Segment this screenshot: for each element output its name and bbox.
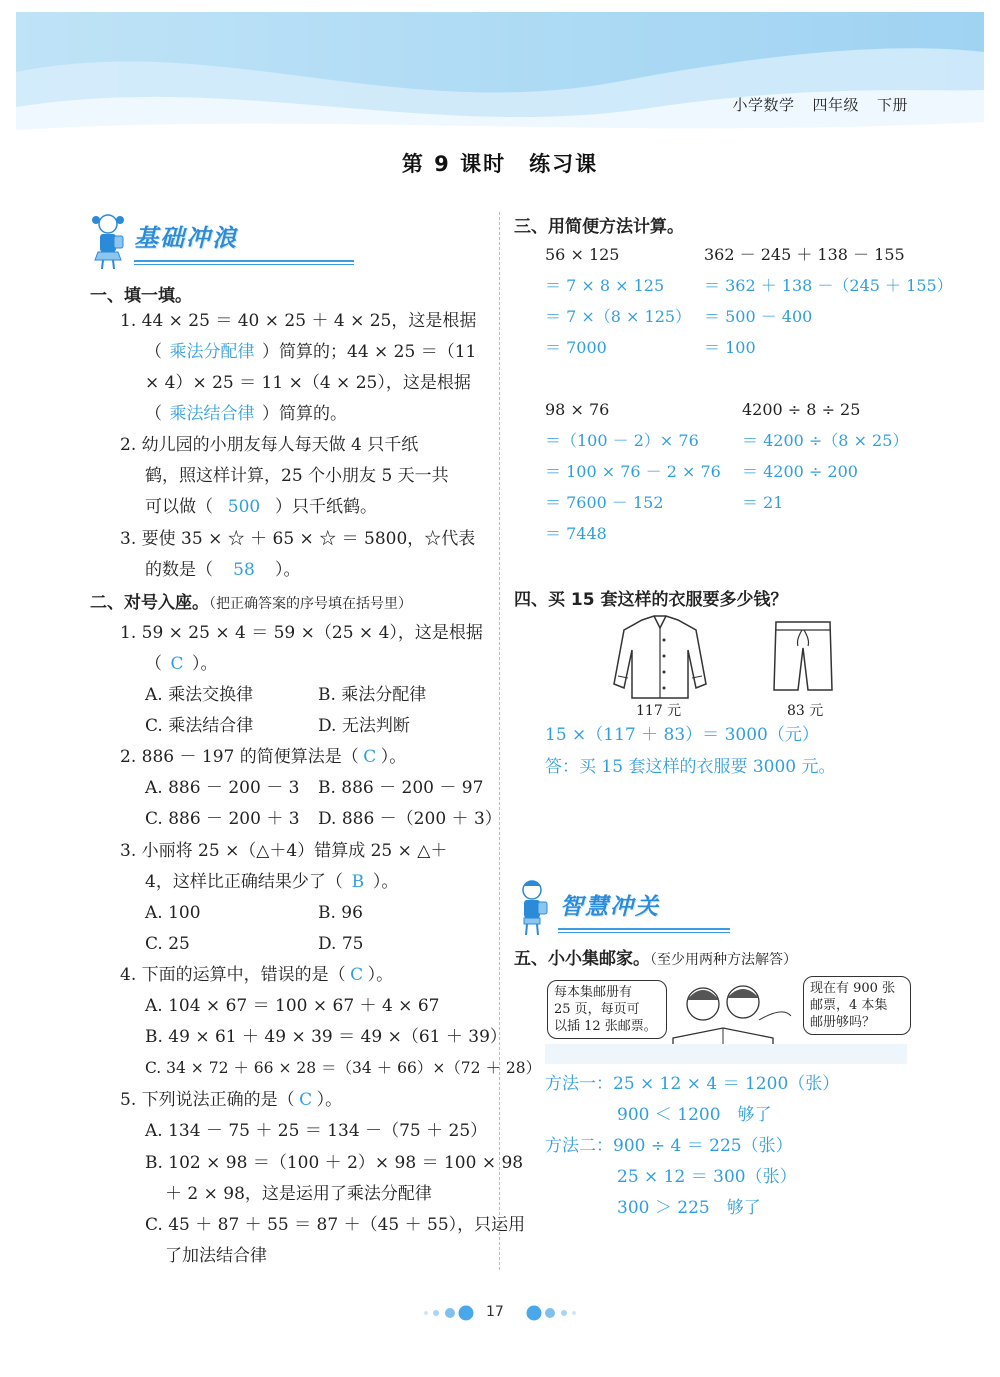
sec1-q1-line2: （ 乘法分配律 ）简算的；44 × 25 ＝（11 (145, 337, 476, 368)
sec1-q1-line1: 1. 44 × 25 ＝ 40 × 25 ＋ 4 × 25，这是根据 (120, 311, 477, 331)
speech-bubble-right: 现在有 900 张 邮票，4 本集 邮册够吗？ (803, 976, 911, 1035)
badge-underline (134, 264, 354, 265)
speech-bubble-left: 每本集邮册有 25 页，每页可 以插 12 张邮票。 (547, 980, 667, 1039)
calc-step: ＝ 4200 ÷（8 × 25） (742, 431, 909, 450)
calc-problem-1 (545, 239, 691, 363)
sec4-heading: 四、买 15 套这样的衣服要多少钱？ (514, 590, 788, 610)
sec2-q1-line2: （ C ）。 (145, 649, 218, 680)
badge-underline (558, 928, 730, 930)
sec2-q1-option-d: D. 无法判断 (318, 716, 410, 736)
sec2-q5-option-b2: ＋ 2 × 98，这是运用了乘法分配律 (165, 1184, 432, 1204)
sec2-q5-option-b1: B. 102 × 98 ＝（100 ＋ 2）× 98 ＝ 100 × 98 (145, 1153, 524, 1173)
answer: C (363, 747, 377, 767)
table-surface (545, 1044, 907, 1064)
shirt-icon (612, 614, 708, 700)
sec2-q5-option-c1: C. 45 ＋ 87 ＋ 55 ＝ 87 ＋（45 ＋ 55），只运用 (145, 1215, 526, 1235)
sec2-q2-option-d: D. 886 －（200 ＋ 3） (318, 809, 502, 829)
sec2-q2-option-c: C. 886 － 200 ＋ 3 (145, 809, 300, 829)
sec3-heading: 三、用简便方法计算。 (514, 217, 684, 237)
calc-step: ＝ 7448 (545, 524, 607, 543)
column-divider (499, 212, 500, 1270)
sec1-heading: 一、填一填。 (90, 286, 192, 306)
calc-step: ＝ 100 (704, 338, 756, 357)
subject: 小学数学 (732, 96, 795, 114)
method2-line3: 300 ＞ 225 够了 (617, 1198, 761, 1218)
badge-wisdom (512, 878, 792, 932)
sec2-q5-option-c2: 了加法结合律 (165, 1246, 267, 1266)
calc-step: ＝ 100 × 76 － 2 × 76 (545, 462, 721, 481)
sec2-q3-option-a: A. 100 (145, 903, 201, 923)
shirt-price: 117 元 (636, 703, 682, 719)
answer: 500 (227, 497, 261, 517)
sec2-q1-line1: 1. 59 × 25 × 4 ＝ 59 ×（25 × 4），这是根据 (120, 623, 483, 643)
sec1-q3-line2: 的数是（ 58 ）。 (145, 555, 301, 586)
badge-underline (558, 932, 730, 933)
answer: C (170, 654, 184, 674)
sec2-q5-option-a: A. 134 － 75 ＋ 25 ＝ 134 －（75 ＋ 25） (145, 1121, 488, 1141)
page-number: 17 (486, 1304, 504, 1320)
sec2-q1-option-a: A. 乘法交换律 (145, 685, 254, 705)
sec2-q3-line2: 4，这样比正确结果少了（ B ）。 (145, 867, 398, 898)
sec1-q2-line2: 鹤，照这样计算，25 个小朋友 5 天一共 (145, 466, 449, 486)
sec2-q4-option-b: B. 49 × 61 ＋ 49 × 39 ＝ 49 ×（61 ＋ 39） (145, 1027, 507, 1047)
term: 下册 (876, 96, 908, 114)
grade: 四年级 (812, 96, 859, 114)
sec2-q2-option-b: B. 886 － 200 － 97 (318, 778, 484, 798)
sec5-heading: 五、小小集邮家。（至少用两种方法解答） (514, 949, 797, 969)
sec1-q1-line3: × 4）× 25 ＝ 11 ×（4 × 25），这是根据 (145, 373, 471, 393)
sec2-q4-line1: 4. 下面的运算中，错误的是（ C ）。 (120, 960, 393, 991)
sec2-q2-option-a: A. 886 － 200 － 3 (145, 778, 300, 798)
header-wave-banner (16, 12, 984, 142)
badge-wisdom-label: 智慧冲关 (560, 894, 660, 920)
sec2-q4-option-c: C. 34 × 72 ＋ 66 × 28 ＝（34 ＋ 66）×（72 ＋ 28） (145, 1059, 542, 1077)
answer: B (351, 872, 365, 892)
sec4-answer-sentence: 答：买 15 套这样的衣服要 3000 元。 (545, 757, 836, 777)
badge-basic (88, 212, 368, 266)
calc-step: ＝ 500 － 400 (704, 307, 813, 326)
method2-line1: 方法二：900 ÷ 4 ＝ 225（张） (545, 1136, 793, 1156)
boy-mascot-icon (512, 878, 552, 936)
method2-line2: 25 × 12 ＝ 300（张） (617, 1167, 797, 1187)
badge-underline (134, 260, 354, 262)
calc-step: ＝ 21 (742, 493, 784, 512)
calc-problem-2 (704, 239, 953, 363)
answer: 乘法结合律 (169, 404, 255, 424)
badge-basic-label: 基础冲浪 (134, 224, 238, 252)
sec2-q1-option-b: B. 乘法分配律 (318, 685, 427, 705)
calc-step: ＝ 7 ×（8 × 125） (545, 307, 692, 326)
sec2-q3-option-c: C. 25 (145, 934, 190, 954)
method1-line1: 方法一：25 × 12 × 4 ＝ 1200（张） (545, 1074, 840, 1094)
sec1-q3-line1: 3. 要使 35 × ☆ ＋ 65 × ☆ ＝ 5800，☆代表 (120, 529, 476, 549)
sec2-q5-line1: 5. 下列说法正确的是（ C ）。 (120, 1085, 342, 1116)
answer: C (299, 1090, 313, 1110)
book-info (714, 94, 908, 115)
calc-step: ＝（100 － 2）× 76 (545, 431, 699, 450)
sec1-q1-line4: （ 乘法结合律 ）简算的。 (145, 399, 347, 430)
pants-price: 83 元 (787, 703, 824, 719)
sec2-q2-line1: 2. 886 － 197 的简便算法是（ C ）。 (120, 742, 406, 773)
calc-step: ＝ 7 × 8 × 125 (545, 276, 665, 295)
calc-step: ＝ 4200 ÷ 200 (742, 462, 858, 481)
calc-step: ＝ 362 ＋ 138 －（245 ＋ 155） (704, 276, 953, 295)
calc-problem-3 (545, 394, 721, 549)
sec2-q4-option-a: A. 104 × 67 ＝ 100 × 67 ＋ 4 × 67 (145, 996, 440, 1016)
sec1-q2-line1: 2. 幼儿园的小朋友每人每天做 4 只千纸 (120, 435, 419, 455)
answer: C (350, 965, 364, 985)
method1-line2: 900 ＜ 1200 够了 (617, 1105, 772, 1125)
sec4-answer-formula: 15 ×（117 ＋ 83）＝ 3000（元） (545, 725, 819, 745)
calc-expression: 362 － 245 ＋ 138 － 155 (704, 245, 905, 264)
calc-expression: 4200 ÷ 8 ÷ 25 (742, 400, 861, 419)
sec2-q1-option-c: C. 乘法结合律 (145, 716, 254, 736)
answer: 58 (233, 560, 255, 580)
shorts-icon (772, 618, 834, 692)
girl-mascot-icon (88, 212, 128, 270)
sec2-q3-line1: 3. 小丽将 25 ×（△＋4）错算成 25 × △＋ (120, 841, 448, 861)
answer: 乘法分配律 (169, 342, 255, 362)
calc-expression: 56 × 125 (545, 245, 620, 264)
sec1-q2-line3: 可以做（ 500 ）只千纸鹤。 (145, 492, 377, 523)
lesson-title: 第 9 课时 练习课 (401, 152, 599, 176)
calc-step: ＝ 7000 (545, 338, 607, 357)
sec2-q3-option-d: D. 75 (318, 934, 364, 954)
sec2-heading: 二、对号入座。（把正确答案的序号填在括号里） (90, 593, 412, 613)
calc-problem-4 (742, 394, 908, 518)
calc-step: ＝ 7600 － 152 (545, 493, 664, 512)
sec2-q3-option-b: B. 96 (318, 903, 363, 923)
calc-expression: 98 × 76 (545, 400, 610, 419)
stamp-illustration (545, 974, 907, 1066)
